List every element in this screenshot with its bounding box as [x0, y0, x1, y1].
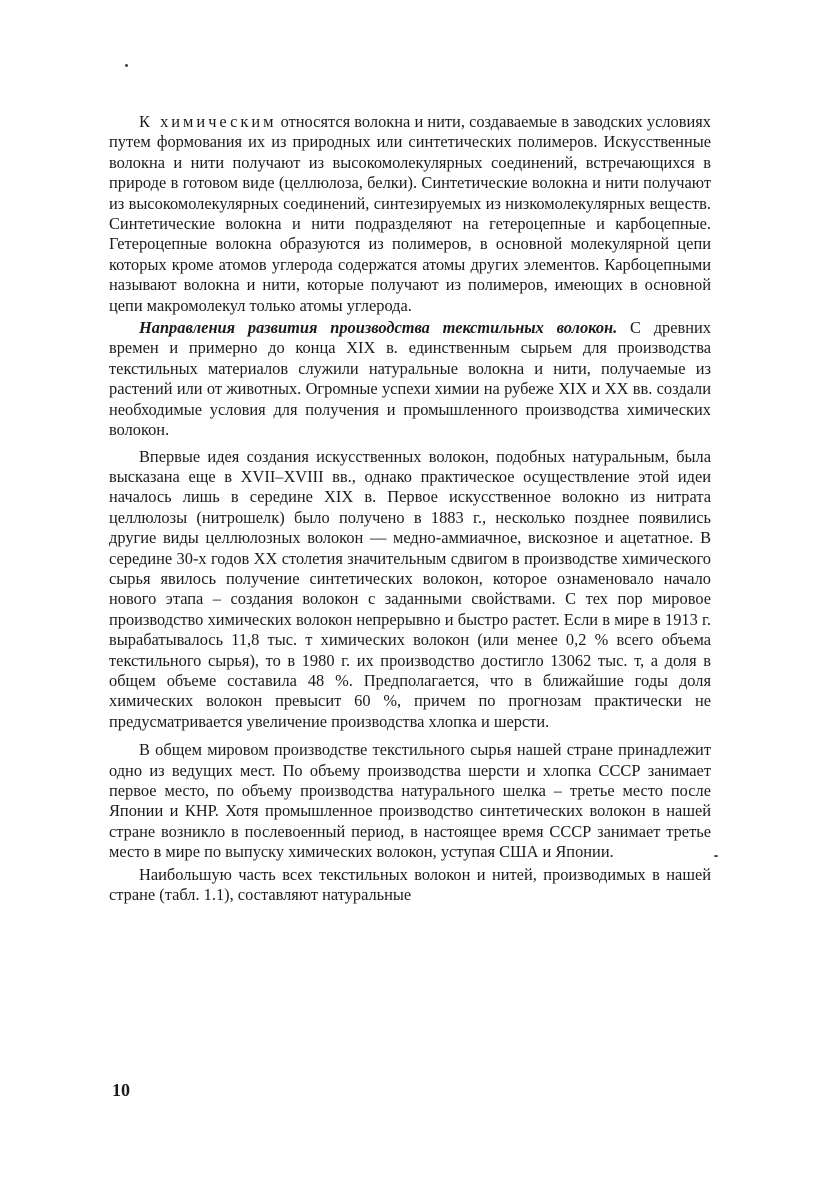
paragraph-chemical-fibers [109, 112, 711, 316]
page-number: 10 [112, 1080, 130, 1100]
scan-speck [125, 64, 128, 67]
paragraph-text: С древних времен и примерно до конца XIX в. единственным сырьем для производства текстильных материалов служили натуральные волокна и нити, получаемые из растений или от животных. Огромные успехи химии на рубеже XIX и XX вв. создали необходимые условия для получения и промышленного производства химических волокон. [109, 318, 711, 440]
scan-speck [714, 855, 718, 857]
page-body [109, 112, 711, 905]
section-heading: Направления развития производства текстильных волокон. [139, 318, 618, 338]
paragraph-development [109, 318, 711, 440]
paragraph-natural-fibers: Наибольшую часть всех текстильных волокон и нитей, производимых в нашей стране (табл. 1.1), составляют натуральные [109, 864, 711, 905]
paragraph-lead-word: К химическим [139, 112, 277, 131]
paragraph-ussr-production: В общем мировом производстве текстильного сырья нашей стране принадлежит одно из ведущих мест. По объему производства шерсти и хлопка СССР занимает первое место, по объему производства натурального шелка – третье место после Японии и КНР. Хотя промышленное производство синтетических волокон в нашей стране возникло в послевоенный период, в настоящее время СССР занимает третье место в мире по выпуску химических волокон, уступая США и Японии. [109, 740, 711, 862]
paragraph-text: относятся волокна и нити, создаваемые в заводских условиях путем формования их из природных или синтетических полимеров. Искусственные волокна и нити получают из высокомолекулярных соединений, встречающихся в природе в готовом виде (целлюлоза, белки). Синтетические волокна и нити получают из высокомолекулярных соединений, синтезируемых из низкомолекулярных веществ. Синтетические волокна и нити подразделяют на гетероцепные и карбоцепные. Гетероцепные волокна образуются из полимеров, в основной молекулярной цепи которых кроме атомов углерода содержатся атомы других элементов. Карбоцепными называют волокна и нити, которые получают из полимеров, имеющих в основной цепи макромолекул только атомы углерода. [109, 112, 711, 315]
paragraph-history: Впервые идея создания искусственных волокон, подобных натуральным, была высказана еще в XVII–XVIII вв., однако практическое осуществление этой идеи началось лишь в середине XIX в. Первое искусственное волокно из нитрата целлюлозы (нитрошелк) было получено в 1883 г., несколько позднее появились другие виды целлюлозных волокон — медно-аммиачное, вискозное и ацетатное. В середине 30-х годов XX столетия значительным сдвигом в производстве химического сырья явилось получение синтетических волокон, которое ознаменовало начало нового этапа – создания волокон с заданными свойствами. С тех пор мировое производство химических волокон непрерывно и быстро растет. Если в мире в 1913 г. вырабатывалось 11,8 тыс. т химических волокон (или менее 0,2 % всего объема текстильного сырья), то в 1980 г. их производство достигло 13062 тыс. т, а доля в общем объеме составила 48 %. Предполагается, что в ближайшие годы доля химических волокон превысит 60 %, причем по прогнозам практически не предусматривается увеличение производства хлопка и шерсти. [109, 446, 711, 731]
